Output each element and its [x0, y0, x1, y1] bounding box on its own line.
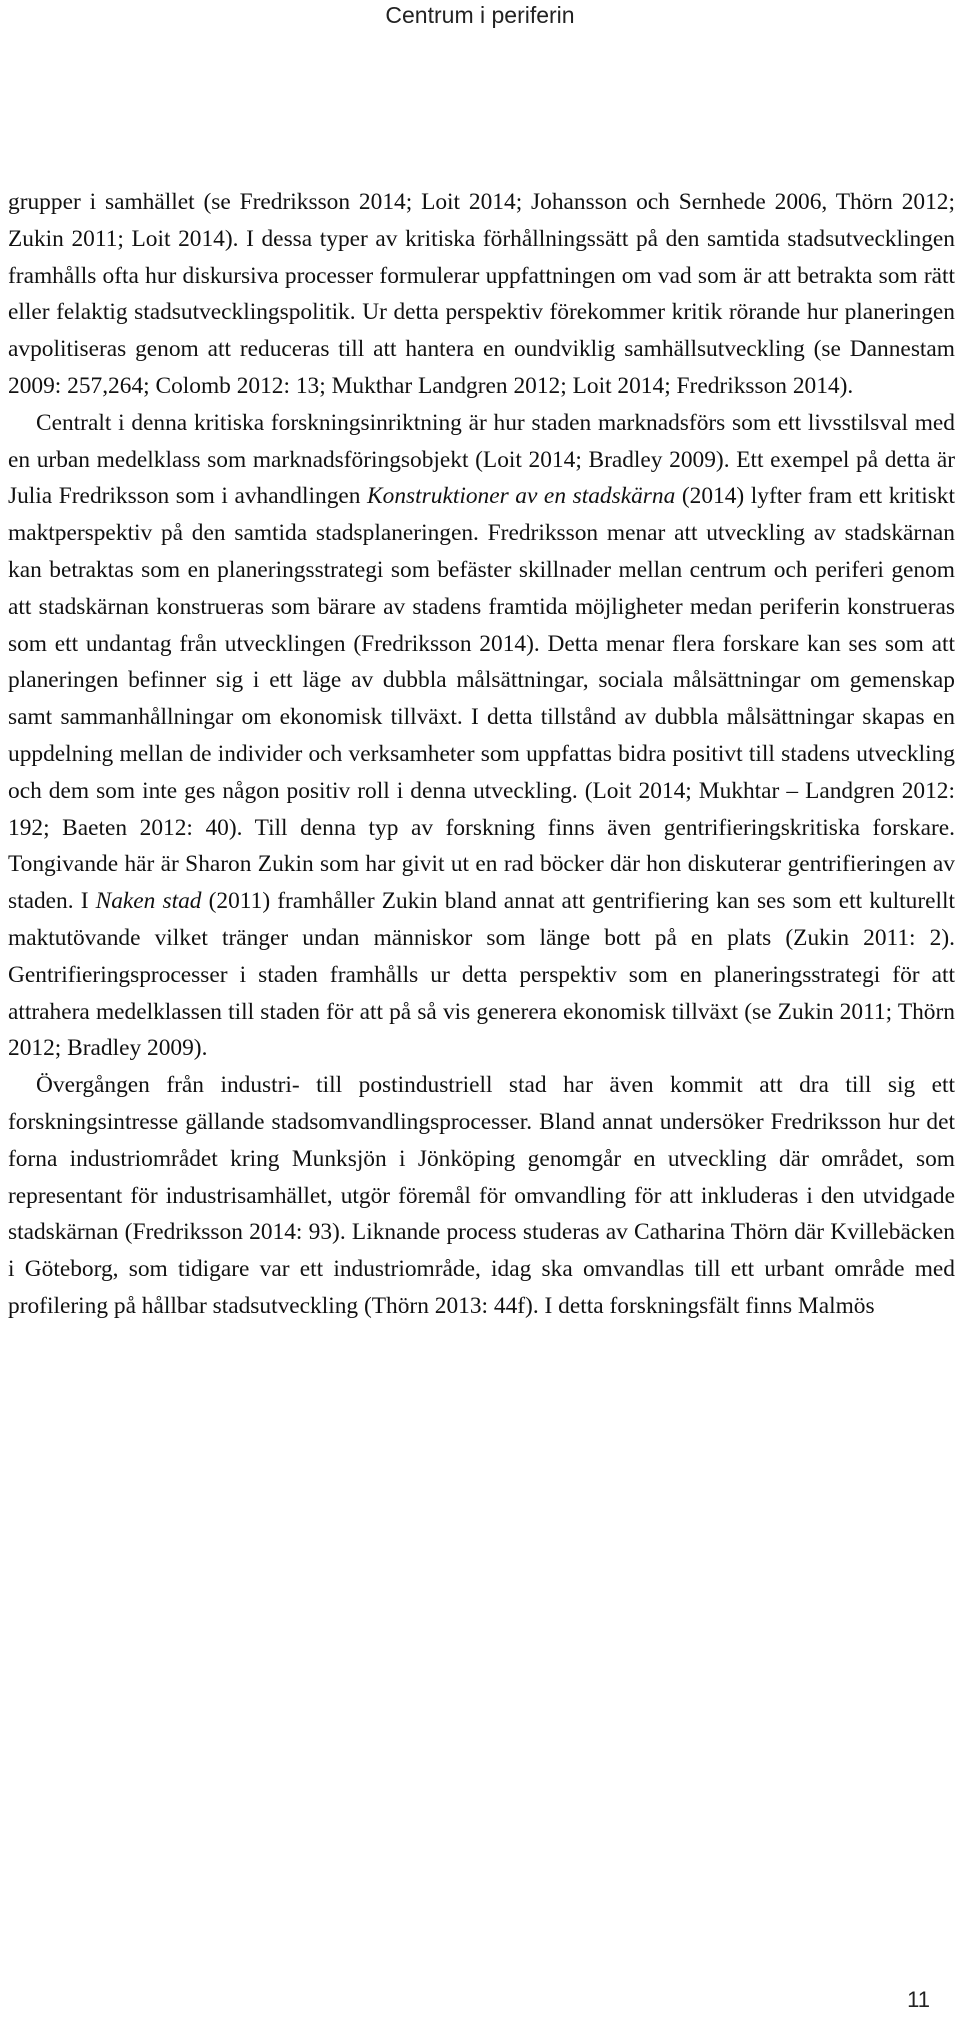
book-title-naken-stad: Naken stad: [95, 888, 202, 915]
paragraph-3: Övergången från industri- till postindustriell stad har även kommit att dra till sig ett forskningsintresse gällande stadsomvandlingsprocesser. Bland annat undersöker Fredriksson hur det forna industriområdet kring Munksjön i Jönköping genomgår en utveckling där området, som representant för industrisamhället, utgör föremål för omvandling för att inkluderas i den utvidgade stadskärnan (Fredriksson 2014: 93). Liknande process studeras av Catharina Thörn där Kvillebäcken i Göteborg, som tidigare var ett industriområde, idag ska omvandlas till ett urbant område med profilering på hållbar stadsutveckling (Thörn 2013: 44f). I detta forskningsfält finns Malmös: [8, 1072, 955, 1319]
paragraph-1: grupper i samhället (se Fredriksson 2014; Loit 2014; Johansson och Sernhede 2006, Thörn 2012; Zukin 2011; Loit 2014). I dessa typer av kritiska förhållningssätt på den samtida stadsutvecklingen framhålls ofta hur diskursiva processer formulerar uppfattningen om vad som är att betrakta som rätt eller felaktig stadsutvecklingspolitik. Ur detta perspektiv förekommer kritik rörande hur planeringen avpolitiseras genom att reduceras till att hantera en oundviklig samhällsutveckling (se Dannestam 2009: 257,264; Colomb 2012: 13; Mukthar Landgren 2012; Loit 2014; Fredriksson 2014).: [8, 189, 955, 399]
paragraph-2-part-b: (2014) lyfter fram ett kritiskt maktperspektiv på den samtida stadsplaneringen. Fredriksson menar att utveckling av stadskärnan kan betraktas som en planeringsstrategi som befäster skillnader mellan centrum och periferi genom att stadskärnan konstrueras som bärare av stadens framtida möjligheter medan periferin konstrueras som ett undantag från utvecklingen (Fredriksson 2014). Detta menar flera forskare kan ses som att planeringen befinner sig i ett läge av dubbla målsättningar, sociala målsättningar om gemenskap samt sammanhållningar om ekonomisk tillväxt. I detta tillstånd av dubbla målsättningar skapas en uppdelning mellan de individer och verksamheter som uppfattas bidra positivt till stadens utveckling och dem som inte ges någon positiv roll i denna utveckling. (Loit 2014; Mukhtar – Landgren 2012: 192; Baeten 2012: 40). Till denna typ av forskning finns även gentrifieringskritiska forskare. Tongivande här är Sharon Zukin som har givit ut en rad böcker där hon diskuterar gentrifieringen av staden. I: [8, 483, 955, 915]
running-header: Centrum i periferin: [385, 2, 575, 28]
page-number: 11: [907, 1987, 930, 2012]
book-title-konstruktioner: Konstruktioner av en stadskärna: [367, 483, 676, 510]
paragraph-2-part-a: Centralt i denna kritiska forskningsinriktning är hur staden marknadsförs som ett livsstilsval med en urban medelklass som marknadsföringsobjekt (Loit 2014; Bradley 2009). Ett exempel på detta är Julia Fredriksson som i avhandlingen: [8, 409, 955, 510]
paragraph-2-part-c: (2011) framhåller Zukin bland annat att gentrifiering kan ses som ett kulturellt maktutövande vilket tränger undan människor som länge bott på en plats (Zukin 2011: 2). Gentrifieringsprocesser i staden framhålls ur detta perspektiv som en planeringsstrategi för att attrahera medelklassen till staden för att på så vis generera ekonomisk tillväxt (se Zukin 2011; Thörn 2012; Bradley 2009).: [8, 888, 955, 1062]
paragraph-2: [8, 405, 955, 1067]
body-text: [8, 184, 955, 1325]
